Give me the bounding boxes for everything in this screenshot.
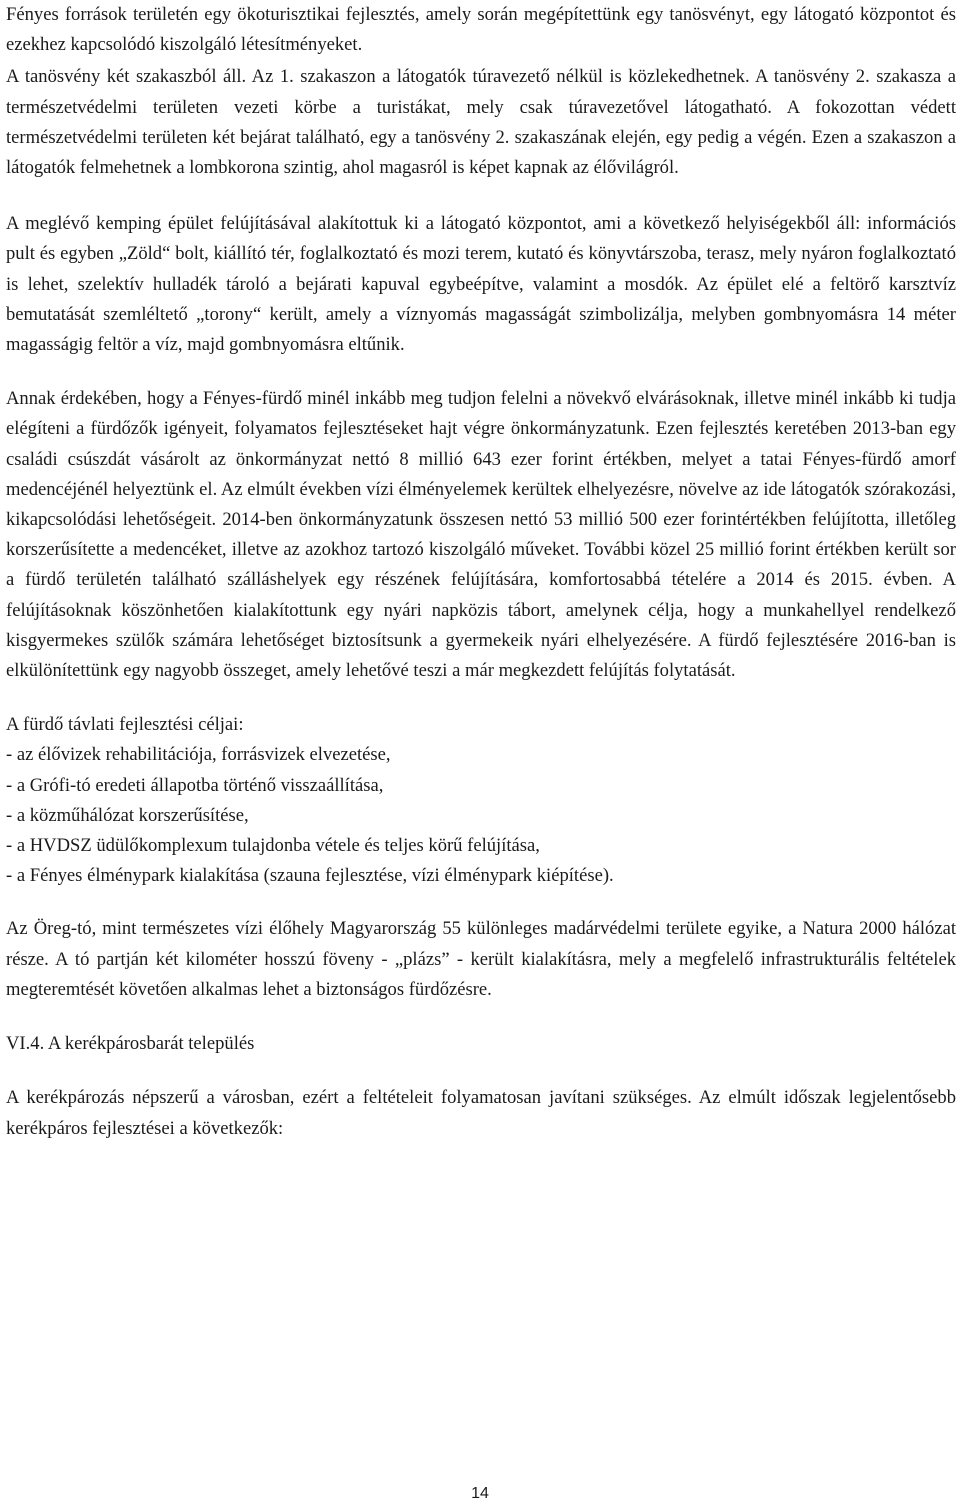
goals-heading: A fürdő távlati fejlesztési céljai:	[6, 714, 244, 736]
list-item: - a Fényes élménypark kialakítása (szauna fejlesztése, vízi élménypark kiépítése).	[6, 865, 614, 887]
list-item: - a HVDSZ üdülőkomplexum tulajdonba vétele és teljes körű felújítása,	[6, 835, 540, 857]
list-item: - a Grófi-tó eredeti állapotba történő visszaállítása,	[6, 774, 384, 796]
paragraph-intro: Fényes források területén egy ökoturisztikai fejlesztés, amely során megépítettünk egy tanösvényt, egy látogató központot és ezekhez kapcsolódó kiszolgáló létesítményeket.	[6, 4, 956, 56]
section-heading: VI.4. A kerékpárosbarát település	[6, 1033, 255, 1055]
page-number: 14	[471, 1485, 489, 1502]
list-item: - az élővizek rehabilitációja, forrásvizek elvezetése,	[6, 744, 391, 766]
paragraph-old-lake: Az Öreg-tó, mint természetes vízi élőhely Magyarország 55 különleges madárvédelmi területe egyike, a Natura 2000 hálózat része. A tó partján két kilométer hosszú föveny - „plázs” - került kialakításra, mely a megfelelő infrastrukturális feltételek megteremtését követően alkalmas lehet a biztonságos fürdőzésre.	[6, 918, 956, 1000]
paragraph-cycling: A kerékpározás népszerű a városban, ezért a feltételeit folyamatosan javítani szükséges. Az elmúlt időszak legjelentősebb kerékpáros fejlesztései a következők:	[6, 1087, 956, 1139]
paragraph-nature-trail: A tanösvény két szakaszból áll. Az 1. szakaszon a látogatók túravezető nélkül is közlekedhetnek. A tanösvény 2. szakasza a természetvédelmi területen vezeti körbe a turistákat, mely csak túravezetővel látogatható. A fokozottan védett természetvédelmi területen két bejárat található, egy a tanösvény 2. szakaszának elején, egy pedig a végén. Ezen a szakaszon a látogatók felmehetnek a lombkorona szintig, ahol magasról is képet kapnak az élővilágról.	[6, 66, 956, 179]
list-item: - a közműhálózat korszerűsítése,	[6, 804, 249, 826]
paragraph-bath-development: Annak érdekében, hogy a Fényes-fürdő minél inkább meg tudjon felelni a növekvő elvárásoknak, illetve minél inkább ki tudja elégíteni a fürdőzők igényeit, folyamatos fejlesztéseket hajt végre önkormányzatunk. Ezen fejlesztés keretében 2013-ban egy családi csúszdát vásárolt az önkormányzat nettó 8 millió 643 ezer forint értékben, melyet a tatai Fényes-fürdő amorf medencéjénél helyeztünk el. Az elmúlt években vízi élményelemek kerültek elhelyezésre, növelve az ide látogatók szórakozási, kikapcsolódási lehetőségeit. 2014-ben önkormányzatunk összesen nettó 53 millió 500 ezer forintértékben felújította, illetőleg korszerűsítette a medencéket, illetve az azokhoz tartozó kiszolgáló műveket. További közel 25 millió forint értékben került sor a fürdő területén található szálláshelyek egy részének felújítására, komfortosabbá tételére a 2014 és 2015. évben. A felújításoknak köszönhetően kialakítottunk egy nyári napközis tábort, amelynek célja, hogy a munkahellyel rendelkező kisgyermekes szülők számára lehetőséget biztosítsunk a gyermekeik nyári elhelyezésére. A fürdő fejlesztésére 2016-ban is elkülönítettünk egy nagyobb összeget, amely lehetővé teszi a már megkezdett felújítás folytatását.	[6, 388, 956, 682]
document-page	[6, 0, 956, 1144]
goals-list	[6, 710, 956, 891]
paragraph-visitor-center: A meglévő kemping épület felújításával alakítottuk ki a látogató központot, ami a következő helyiségekből áll: információs pult és egyben „Zöld“ bolt, kiállító tér, foglalkoztató és mozi terem, kutató és könyvtárszoba, terasz, mely nyáron foglalkoztató is lehet, szelektív hulladék tároló a bejárati kapuval egybeépítve, valamint a mosdók. Az épület elé a feltörő karsztvíz bemutatását szemléltető „torony“ került, amely a víznyomás magasságát szimbolizálja, melyben gombnyomásra 14 méter magasságig feltör a víz, majd gombnyomásra eltűnik.	[6, 213, 956, 356]
